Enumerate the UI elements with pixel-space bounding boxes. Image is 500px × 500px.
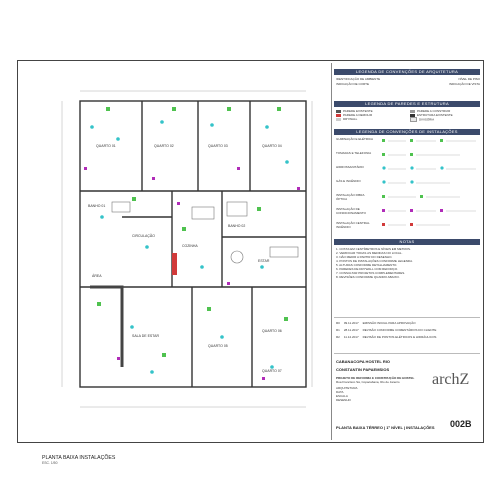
client-name: CABANACOPA HOSTEL RIO [336, 359, 390, 364]
legend-installations-groups [336, 137, 480, 235]
legend-item: DRYWALL [336, 117, 406, 122]
revision-row: R1 28.11.2017 REVISÃO CONFORME COMENTÁRIOS DO CLIENTE [336, 328, 437, 332]
legend-item: INDICAÇÃO DE VISTA [449, 82, 480, 86]
install-group: ILUMINAÇÃO E ELÉTRICA [336, 137, 374, 141]
room-label: QUARTO 02 [154, 144, 174, 148]
field-label: DESENHO [336, 398, 351, 402]
legend-architecture-items-2 [336, 82, 480, 86]
legend-walls-items [336, 109, 480, 122]
revisions-table [336, 321, 480, 339]
legend-panel [331, 63, 482, 440]
note-item: 6. PAREDES DE DRYWALL COM REFORÇO. [336, 267, 399, 271]
room-label: BANHO 01 [88, 204, 106, 208]
plan-caption [42, 455, 115, 465]
room-label: BANHO 02 [228, 224, 246, 228]
room-label: QUARTO 03 [208, 144, 228, 148]
project-name: PROJETO DE REFORMA E CONSTRUÇÃO DE HOSTEL [336, 376, 415, 380]
room-label: QUARTO 06 [262, 329, 282, 333]
revision-row: R0 09.11.2017 EMISSÃO INICIAL PARA APROVAÇÃO [336, 321, 416, 325]
room-label: QUARTO 04 [262, 144, 282, 148]
note-item: 2. VERIFICAR TODAS AS MEDIDAS NO LOCAL. [336, 251, 403, 255]
wall-swatch-icon [410, 117, 417, 122]
room-label: ESTAR [258, 259, 270, 263]
legend-item: PAREDE A CONSTRUIR [410, 109, 480, 113]
room-label: QUARTO 07 [262, 369, 282, 373]
legend-item: DIVISÓRIA [410, 117, 480, 122]
note-item: 1. COTAS EM CENTÍMETROS E NÍVEIS EM METROS. [336, 247, 411, 251]
notes-title: NOTAS [334, 239, 480, 245]
plan-caption-scale: ESC. 1/50 [42, 461, 58, 465]
room-label: CIRCULAÇÃO [132, 234, 155, 238]
install-group: INSTALAÇÃO DE CONDICIONAMENTO [336, 207, 366, 215]
legend-item: NÍVEL DE PISO [458, 77, 480, 81]
project-address: Rua Francisco Sá, Copacabana, Rio de Janeiro [336, 380, 400, 384]
installation-symbols-icon [380, 137, 480, 235]
legend-item: IDENTIFICAÇÃO DE AMBIENTE [336, 77, 381, 81]
legend-walls-title: LEGENDA DE PAREDES E ESTRUTURA [334, 101, 480, 107]
field-label: ARQUITETURA [336, 386, 358, 390]
legend-item: INDICAÇÃO DE CORTE [336, 82, 369, 86]
room-label: COZINHA [182, 244, 198, 248]
install-group: HIDROSSANITÁRIO [336, 165, 364, 169]
drawing-title: PLANTA BAIXA TÉRREO | 1º NÍVEL | INSTALAÇÕES [336, 425, 435, 430]
legend-item: PAREDE A DEMOLIR [336, 113, 406, 117]
legend-item: PAREDE EXISTENTE [336, 109, 406, 113]
legend-item: ESTRUTURA EXISTENTE [410, 113, 480, 117]
drawing-sheet [17, 60, 484, 465]
install-group: INSTALAÇÃO CENTRAL INCÊNDIO [336, 221, 370, 229]
archz-logo: archZ [432, 371, 470, 388]
room-label: QUARTO 01 [96, 144, 116, 148]
wall-swatch-icon [336, 118, 341, 121]
floor-plan [22, 67, 322, 465]
note-item: 8. REVISÕES CONFORME QUADRO ABAIXO. [336, 275, 400, 279]
room-label: QUARTO 05 [208, 344, 228, 348]
legend-architecture-title: LEGENDA DE CONVENÇÕES DE ARQUITETURA [334, 69, 480, 75]
field-label: DATA [336, 390, 344, 394]
legend-architecture-items [336, 77, 480, 81]
sheet-number: 002B [450, 419, 472, 429]
legend-installations-title: LEGENDA DE CONVENÇÕES DE INSTALAÇÕES [334, 129, 480, 135]
plan-caption-title: PLANTA BAIXA INSTALAÇÕES [42, 455, 116, 461]
revision-row: R2 11.12.2017 REVISÃO DE PONTOS ELÉTRICOS E HIDRÁULICOS [336, 335, 437, 339]
room-label: SALA DE ESTAR [132, 334, 159, 338]
floor-plan-drawing [22, 67, 322, 434]
note-item: 7. CONSULTAR PROJETOS COMPLEMENTARES. [336, 271, 406, 275]
note-item: 5. ALTURAS CONFORME DETALHAMENTO. [336, 263, 398, 267]
install-group: INSTALAÇÃO FIBRA ÓPTICA [336, 193, 365, 201]
note-item: 4. PONTOS DE INSTALAÇÕES CONFORME LEGENDA. [336, 259, 413, 263]
client-person: CONSTANTIN PAPAEMSIOS [336, 367, 390, 372]
field-label: ESCALA [336, 394, 348, 398]
room-label: ÁREA [92, 274, 102, 278]
install-group: TOMADAS E TELEFONIA [336, 151, 372, 155]
note-item: 3. NÃO MEDIR A PARTIR DO DESENHO. [336, 255, 393, 259]
install-group: GÁS E INCÊNDIO [336, 179, 361, 183]
notes-list [336, 247, 480, 279]
